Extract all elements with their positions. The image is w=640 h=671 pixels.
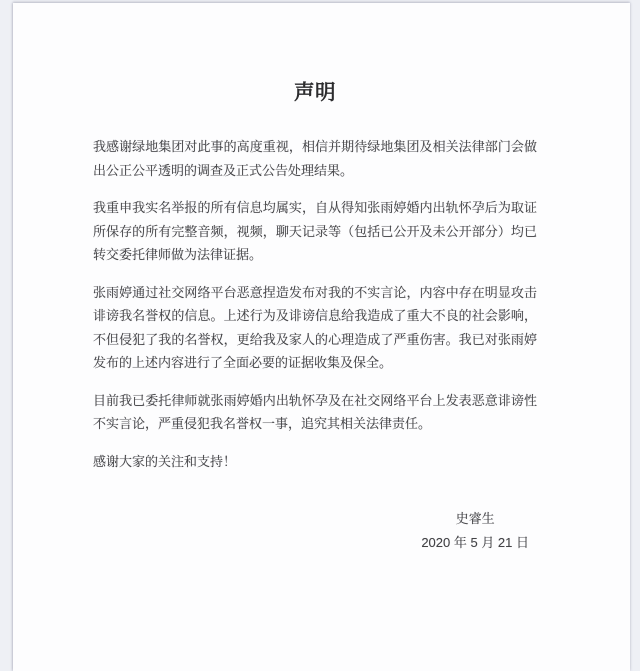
- statement-paragraph-2: 我重申我实名举报的所有信息均属实，自从得知张雨婷婚内出轨怀孕后为取证所保存的所有完整音频，视频，聊天记录等（包括已公开及未公开部分）均已转交委托律师做为法律证据。: [93, 200, 537, 262]
- statement-document: [13, 3, 630, 671]
- statement-title: 声明: [294, 81, 336, 104]
- statement-paragraph-1: 我感谢绿地集团对此事的高度重视，相信并期待绿地集团及相关法律部门会做出公正公平透明的调查及正式公告处理结果。: [93, 139, 537, 178]
- signature-name: 史睿生: [455, 511, 495, 526]
- statement-paragraph-4: 目前我已委托律师就张雨婷婚内出轨怀孕及在社交网络平台上发表恶意诽谤性不实言论，严重侵犯我名誉权一事，追究其相关法律责任。: [93, 392, 537, 431]
- statement-paragraph-3: 张雨婷通过社交网络平台恶意捏造发布对我的不实言论，内容中存在明显攻击诽谤我名誉权的信息。上述行为及诽谤信息给我造成了重大不良的社会影响，不但侵犯了我的名誉权，更给我及家人的心理造成了严重伤害。我已对张雨婷发布的上述内容进行了全面必要的证据收集及保全。: [93, 284, 537, 370]
- statement-paragraph-5: 感谢大家的关注和支持！: [93, 453, 237, 469]
- statement-body: [93, 135, 537, 473]
- signature-block: [421, 507, 529, 554]
- document-content: [13, 3, 630, 554]
- signature-date: 2020 年 5 月 21 日: [421, 534, 529, 550]
